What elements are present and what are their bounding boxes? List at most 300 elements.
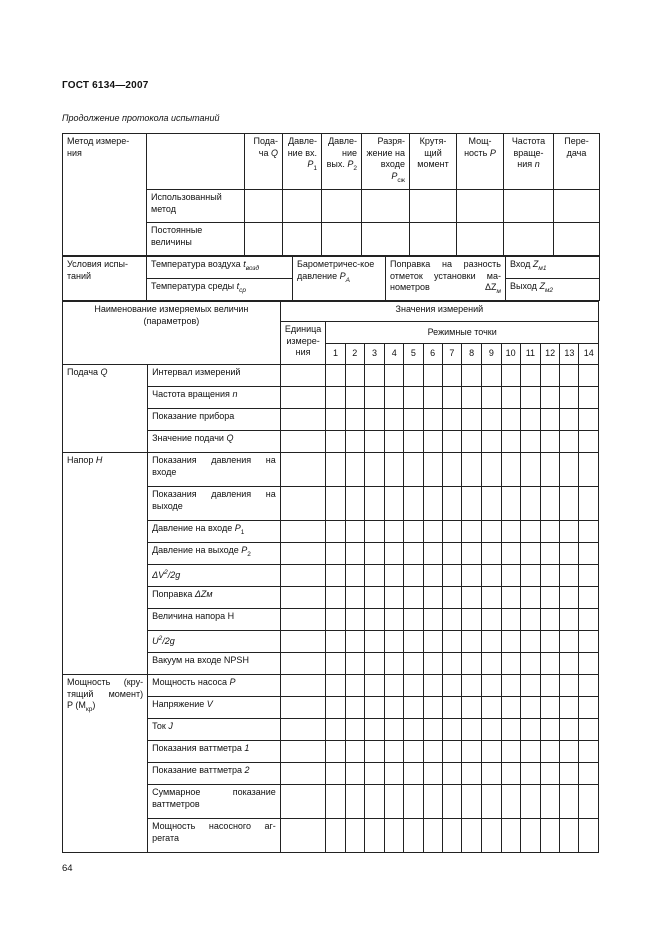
- value-cell: [560, 653, 579, 675]
- value-cell: [462, 675, 482, 697]
- value-cell: [345, 587, 364, 609]
- row-label: Давление на входе $P_1$: [148, 521, 281, 543]
- value-cell: [326, 653, 345, 675]
- table-subtitle: Продолжение протокола испытаний: [62, 113, 220, 123]
- value-cell: [501, 631, 520, 653]
- value-cell: [442, 487, 461, 521]
- inlet-z: Вход $Z_{м1}$: [506, 257, 600, 279]
- value-cell: [442, 653, 461, 675]
- value-cell: [364, 653, 384, 675]
- value-cell: [404, 697, 423, 719]
- group-feed: Подача Q: [63, 365, 148, 453]
- value-cell: [520, 543, 540, 565]
- value-cell: [385, 565, 404, 587]
- value-cell: [423, 365, 442, 387]
- value-cell: [579, 487, 599, 521]
- page-number: 64: [62, 863, 73, 874]
- value-cell: [579, 387, 599, 409]
- value-cell: [326, 587, 345, 609]
- value-cell: [540, 719, 559, 741]
- value-cell: [404, 819, 423, 853]
- value-cell: [462, 631, 482, 653]
- col-pressure-in: Давле-ние вх. $P_1$: [283, 134, 322, 190]
- value-cell: [560, 763, 579, 785]
- value-cell: [482, 741, 501, 763]
- conditions-table: [62, 256, 600, 301]
- unit-cell: [280, 453, 326, 487]
- value-cell: [345, 609, 364, 631]
- value-cell: [442, 631, 461, 653]
- unit-cell: [280, 719, 326, 741]
- value-cell: [560, 387, 579, 409]
- group-power: Мощность (кру-тящий момент) P $(M_{кр})$: [63, 675, 148, 853]
- value-cell: [560, 565, 579, 587]
- value-cell: [385, 653, 404, 675]
- values-header: Значения измерений: [280, 302, 598, 322]
- row-label: Напряжение V: [148, 697, 281, 719]
- value-cell: [579, 521, 599, 543]
- value-cell: [462, 431, 482, 453]
- row-label: $\Delta V^2/2g$: [148, 565, 281, 587]
- value-cell: [326, 521, 345, 543]
- unit-cell: [280, 487, 326, 521]
- mode-point-6: 6: [423, 344, 442, 365]
- value-cell: [579, 675, 599, 697]
- value-cell: [462, 365, 482, 387]
- value-cell: [385, 409, 404, 431]
- value-cell: [462, 719, 482, 741]
- value-cell: [501, 487, 520, 521]
- value-cell: [423, 587, 442, 609]
- value-cell: [442, 697, 461, 719]
- measurement-table: [62, 301, 599, 853]
- value-cell: [482, 365, 501, 387]
- value-cell: [364, 785, 384, 819]
- environment-temperature: Температура среды $t_{ср}$: [147, 279, 293, 301]
- value-cell: [423, 741, 442, 763]
- mode-point-10: 10: [501, 344, 520, 365]
- modes-header: Режимные точки: [326, 322, 599, 344]
- value-cell: [385, 697, 404, 719]
- value-cell: [404, 587, 423, 609]
- mode-point-3: 3: [364, 344, 384, 365]
- value-cell: [404, 741, 423, 763]
- air-temperature: Температура воздуха $t_{возд}$: [147, 257, 293, 279]
- value-cell: [462, 785, 482, 819]
- value-cell: [326, 785, 345, 819]
- value-cell: [442, 587, 461, 609]
- value-cell: [423, 785, 442, 819]
- value-cell: [442, 565, 461, 587]
- group-head: Напор H: [63, 453, 148, 675]
- value-cell: [442, 543, 461, 565]
- value-cell: [482, 565, 501, 587]
- row-label: Мощность насосного аг-регата: [148, 819, 281, 853]
- mode-point-11: 11: [520, 344, 540, 365]
- value-cell: [520, 409, 540, 431]
- mode-point-4: 4: [385, 344, 404, 365]
- value-cell: [442, 453, 461, 487]
- mode-point-8: 8: [462, 344, 482, 365]
- mode-point-12: 12: [540, 344, 559, 365]
- value-cell: [560, 409, 579, 431]
- value-cell: [423, 543, 442, 565]
- mode-point-9: 9: [482, 344, 501, 365]
- value-cell: [579, 719, 599, 741]
- unit-cell: [280, 387, 326, 409]
- value-cell: [540, 487, 559, 521]
- row-label: Показание прибора: [148, 409, 281, 431]
- value-cell: [579, 763, 599, 785]
- blank-cell: [147, 134, 245, 190]
- value-cell: [326, 543, 345, 565]
- value-cell: [482, 653, 501, 675]
- value-cell: [404, 521, 423, 543]
- value-cell: [540, 409, 559, 431]
- value-cell: [560, 487, 579, 521]
- value-cell: [385, 763, 404, 785]
- value-cell: [326, 387, 345, 409]
- row-label: Значение подачи Q: [148, 431, 281, 453]
- unit-cell: [280, 565, 326, 587]
- value-cell: [345, 785, 364, 819]
- value-cell: [326, 409, 345, 431]
- value-cell: [404, 387, 423, 409]
- col-pressure-out: Давле-ние вых. $P_2$: [322, 134, 362, 190]
- value-cell: [385, 785, 404, 819]
- value-cell: [540, 565, 559, 587]
- value-cell: [442, 431, 461, 453]
- value-cell: [385, 387, 404, 409]
- value-cell: [520, 487, 540, 521]
- value-cell: [345, 543, 364, 565]
- value-cell: [345, 431, 364, 453]
- value-cell: [501, 819, 520, 853]
- value-cell: [462, 741, 482, 763]
- value-cell: [501, 565, 520, 587]
- value-cell: [345, 697, 364, 719]
- value-cell: [501, 387, 520, 409]
- value-cell: [560, 741, 579, 763]
- method-label: Метод измере-ния: [63, 134, 147, 256]
- value-cell: [482, 675, 501, 697]
- standard-number: ГОСТ 6134—2007: [62, 80, 149, 91]
- unit-cell: [280, 521, 326, 543]
- value-cell: [442, 365, 461, 387]
- value-cell: [385, 609, 404, 631]
- value-cell: [423, 409, 442, 431]
- value-cell: [560, 587, 579, 609]
- value-cell: [482, 521, 501, 543]
- value-cell: [540, 697, 559, 719]
- value-cell: [560, 675, 579, 697]
- mode-point-5: 5: [404, 344, 423, 365]
- value-cell: [345, 763, 364, 785]
- row-label: Показания давления на выходе: [148, 487, 281, 521]
- value-cell: [385, 675, 404, 697]
- row-label: Показания ваттметра 1: [148, 741, 281, 763]
- value-cell: [442, 409, 461, 431]
- value-cell: [540, 763, 559, 785]
- unit-cell: [280, 819, 326, 853]
- value-cell: [423, 719, 442, 741]
- barometric-pressure: Барометричес-кое давление $P_A$: [293, 257, 386, 301]
- value-cell: [442, 819, 461, 853]
- value-cell: [520, 675, 540, 697]
- unit-cell: [280, 543, 326, 565]
- row-label: $U^2/2g$: [148, 631, 281, 653]
- value-cell: [442, 521, 461, 543]
- value-cell: [364, 819, 384, 853]
- value-cell: [540, 587, 559, 609]
- value-cell: [520, 653, 540, 675]
- unit-cell: [280, 675, 326, 697]
- value-cell: [404, 763, 423, 785]
- unit-cell: [280, 587, 326, 609]
- value-cell: [501, 543, 520, 565]
- value-cell: [579, 819, 599, 853]
- value-cell: [345, 365, 364, 387]
- value-cell: [501, 719, 520, 741]
- value-cell: [560, 431, 579, 453]
- row-label: Частота вращения n: [148, 387, 281, 409]
- row-label: Мощность насоса P: [148, 675, 281, 697]
- value-cell: [540, 453, 559, 487]
- value-cell: [540, 387, 559, 409]
- value-cell: [579, 697, 599, 719]
- unit-cell: [280, 409, 326, 431]
- unit-cell: [280, 653, 326, 675]
- value-cell: [501, 521, 520, 543]
- value-cell: [345, 819, 364, 853]
- value-cell: [579, 785, 599, 819]
- value-cell: [345, 675, 364, 697]
- row-label: Вакуум на входе NPSH: [148, 653, 281, 675]
- value-cell: [423, 675, 442, 697]
- value-cell: [520, 631, 540, 653]
- value-cell: [385, 453, 404, 487]
- value-cell: [326, 697, 345, 719]
- value-cell: [404, 653, 423, 675]
- value-cell: [501, 453, 520, 487]
- value-cell: [560, 697, 579, 719]
- value-cell: [482, 487, 501, 521]
- value-cell: [385, 741, 404, 763]
- mode-point-13: 13: [560, 344, 579, 365]
- value-cell: [560, 719, 579, 741]
- value-cell: [462, 543, 482, 565]
- value-cell: [520, 521, 540, 543]
- value-cell: [462, 487, 482, 521]
- value-cell: [482, 697, 501, 719]
- value-cell: [520, 785, 540, 819]
- value-cell: [442, 609, 461, 631]
- value-cell: [345, 453, 364, 487]
- value-cell: [404, 631, 423, 653]
- value-cell: [501, 653, 520, 675]
- value-cell: [540, 819, 559, 853]
- unit-header: Единица измере-ния: [280, 322, 326, 365]
- value-cell: [482, 409, 501, 431]
- value-cell: [560, 631, 579, 653]
- value-cell: [540, 543, 559, 565]
- value-cell: [326, 431, 345, 453]
- value-cell: [540, 785, 559, 819]
- value-cell: [442, 785, 461, 819]
- col-power: Мощ-ность P: [457, 134, 504, 190]
- value-cell: [482, 387, 501, 409]
- value-cell: [385, 719, 404, 741]
- value-cell: [423, 609, 442, 631]
- value-cell: [364, 387, 384, 409]
- mode-point-2: 2: [345, 344, 364, 365]
- value-cell: [482, 609, 501, 631]
- col-feed: Пода-ча Q: [245, 134, 283, 190]
- value-cell: [364, 741, 384, 763]
- value-cell: [482, 763, 501, 785]
- value-cell: [462, 387, 482, 409]
- value-cell: [579, 741, 599, 763]
- value-cell: [501, 431, 520, 453]
- value-cell: [501, 365, 520, 387]
- value-cell: [423, 487, 442, 521]
- row-label: Показания давления на входе: [148, 453, 281, 487]
- value-cell: [560, 543, 579, 565]
- value-cell: [326, 487, 345, 521]
- value-cell: [385, 521, 404, 543]
- value-cell: [326, 675, 345, 697]
- value-cell: [462, 565, 482, 587]
- value-cell: [501, 785, 520, 819]
- value-cell: [482, 431, 501, 453]
- value-cell: [579, 431, 599, 453]
- parameter-name-header: Наименование измеряемых величин (параметров): [63, 302, 281, 365]
- value-cell: [326, 453, 345, 487]
- value-cell: [482, 543, 501, 565]
- value-cell: [462, 819, 482, 853]
- value-cell: [404, 565, 423, 587]
- value-cell: [326, 719, 345, 741]
- value-cell: [364, 521, 384, 543]
- value-cell: [345, 565, 364, 587]
- value-cell: [482, 453, 501, 487]
- value-cell: [364, 763, 384, 785]
- row-label: Величина напора H: [148, 609, 281, 631]
- value-cell: [520, 453, 540, 487]
- value-cell: [462, 609, 482, 631]
- value-cell: [462, 653, 482, 675]
- value-cell: [579, 409, 599, 431]
- value-cell: [540, 653, 559, 675]
- value-cell: [364, 719, 384, 741]
- value-cell: [423, 631, 442, 653]
- value-cell: [404, 453, 423, 487]
- unit-cell: [280, 785, 326, 819]
- value-cell: [579, 365, 599, 387]
- value-cell: [364, 409, 384, 431]
- value-cell: [364, 609, 384, 631]
- method-table: [62, 133, 600, 256]
- value-cell: [560, 365, 579, 387]
- value-cell: [579, 543, 599, 565]
- value-cell: [520, 387, 540, 409]
- value-cell: [404, 785, 423, 819]
- value-cell: [364, 697, 384, 719]
- value-cell: [326, 741, 345, 763]
- value-cell: [540, 609, 559, 631]
- value-cell: [385, 819, 404, 853]
- value-cell: [364, 365, 384, 387]
- value-cell: [501, 587, 520, 609]
- value-cell: [540, 741, 559, 763]
- value-cell: [462, 409, 482, 431]
- value-cell: [579, 565, 599, 587]
- value-cell: [326, 365, 345, 387]
- value-cell: [404, 719, 423, 741]
- unit-cell: [280, 631, 326, 653]
- value-cell: [501, 763, 520, 785]
- value-cell: [364, 587, 384, 609]
- value-cell: [404, 487, 423, 521]
- value-cell: [364, 431, 384, 453]
- row-label: Показание ваттметра 2: [148, 763, 281, 785]
- value-cell: [364, 675, 384, 697]
- value-cell: [462, 521, 482, 543]
- unit-cell: [280, 697, 326, 719]
- value-cell: [385, 543, 404, 565]
- value-cell: [540, 521, 559, 543]
- value-cell: [501, 741, 520, 763]
- value-cell: [560, 521, 579, 543]
- row-label: Поправка ΔZм: [148, 587, 281, 609]
- value-cell: [579, 609, 599, 631]
- manometer-correction: Поправка на разность отметок установки ма-нометров $\Delta Z_м$: [386, 257, 506, 301]
- value-cell: [423, 453, 442, 487]
- value-cell: [501, 609, 520, 631]
- row-label: Давление на выходе $P_2$: [148, 543, 281, 565]
- value-cell: [345, 521, 364, 543]
- value-cell: [385, 587, 404, 609]
- value-cell: [520, 431, 540, 453]
- value-cell: [560, 609, 579, 631]
- value-cell: [404, 675, 423, 697]
- value-cell: [501, 675, 520, 697]
- value-cell: [442, 387, 461, 409]
- value-cell: [482, 631, 501, 653]
- value-cell: [540, 675, 559, 697]
- value-cell: [520, 719, 540, 741]
- value-cell: [326, 609, 345, 631]
- value-cell: [501, 409, 520, 431]
- value-cell: [482, 587, 501, 609]
- conditions-label: Условия испы-таний: [63, 257, 147, 301]
- value-cell: [520, 609, 540, 631]
- value-cell: [345, 631, 364, 653]
- value-cell: [404, 365, 423, 387]
- value-cell: [442, 741, 461, 763]
- unit-cell: [280, 763, 326, 785]
- col-rotation-freq: Частота враще-ния n: [504, 134, 554, 190]
- row-label: Суммарное показание ваттметров: [148, 785, 281, 819]
- value-cell: [520, 763, 540, 785]
- row-label: Интервал измерений: [148, 365, 281, 387]
- value-cell: [462, 763, 482, 785]
- value-cell: [345, 487, 364, 521]
- value-cell: [482, 785, 501, 819]
- value-cell: [462, 587, 482, 609]
- value-cell: [520, 741, 540, 763]
- unit-cell: [280, 365, 326, 387]
